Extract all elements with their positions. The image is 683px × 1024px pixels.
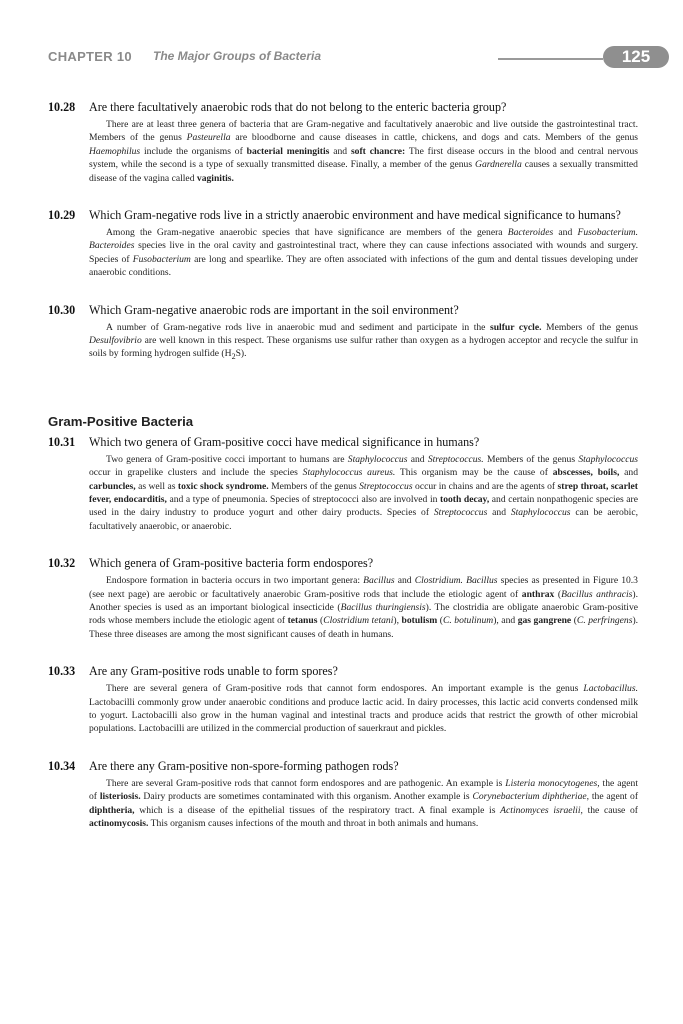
answer-text: and [407, 453, 428, 465]
italic-term: Streptococcus [359, 480, 413, 492]
answer-text: occur in chains and are the agents of [412, 480, 558, 492]
italic-term: Gardnerella [475, 159, 522, 171]
italic-term: Listeria monocytogenes, [505, 777, 600, 789]
italic-term: Bacteroides [507, 227, 554, 239]
italic-term: Clostridium tetani [323, 615, 394, 627]
italic-term: Staphylococcus [510, 507, 571, 519]
answer-text: ). The clostridia are obligate anaerobic Gram-positive rods whose members include the etiologic agent of [89, 602, 638, 627]
bold-term: listeriosis. [99, 791, 141, 803]
italic-term: Fusobacterium [132, 253, 191, 265]
bold-term: toxic shock syndrome. [177, 480, 269, 492]
answer-paragraph [89, 453, 638, 533]
question-number: 10.33 [48, 664, 76, 679]
question-line [48, 207, 638, 223]
bold-term: gas gangrene [517, 615, 572, 627]
italic-term: Bacillus anthracis [561, 588, 633, 600]
answer-text: ( [554, 588, 562, 600]
answer-text: as well as [135, 480, 178, 492]
italic-term: Corynebacterium diphtheriae, [472, 791, 590, 803]
answer-paragraph [89, 118, 638, 185]
question-text: Which Gram-negative rods live in a strictly anaerobic environment and have medical significance to humans? [89, 208, 621, 223]
answer-text: This organism causes infections of the mouth and throat in both animals and humans. [148, 818, 479, 830]
qa-item [48, 758, 638, 831]
italic-term: Bacillus [363, 575, 395, 587]
italic-term: Desulfovibrio [89, 335, 142, 347]
question-line [48, 555, 638, 571]
answer-text: are bloodborne and cause diseases in cattle, chickens, and dogs and cats. Members of the genus [230, 132, 638, 144]
question-line [48, 663, 638, 679]
italic-term: Clostridium. [414, 575, 463, 587]
answer [48, 226, 638, 280]
answer-text: are well known in this respect. These organisms use sulfur rather than oxygen as a hydrogen acceptor and recycle the sulfur in soils by forming hydrogen sulfide (H [89, 335, 638, 360]
answer-paragraph [89, 574, 638, 641]
answer-text: and [619, 467, 638, 479]
answer-text: which is a disease of the epithelial tissues of the respiratory tract. A final example is [134, 804, 501, 816]
question-text: Which genera of Gram-positive bacteria form endospores? [89, 556, 374, 571]
question-text: Are there any Gram-positive non-spore-forming pathogen rods? [89, 758, 399, 773]
answer-text: and [329, 145, 351, 157]
answer-text: Lactobacilli commonly grow under anaerobic conditions and produce lactic acid. In dairy processes, this lactic acid converts condensed milk to yogurt. Lactobacilli also grow in the human vaginal and intestinal tracts and produce acids that restrict the growth of other microbial populations. Lactobacilli are utilized in the commercial production of sauerkraut and pickles. [89, 696, 638, 735]
page-content [48, 99, 638, 831]
answer-text: can be aerobic, facultatively anaerobic, or anaerobic. [89, 507, 638, 532]
answer-paragraph [89, 777, 638, 831]
question-number: 10.30 [48, 302, 76, 317]
question-text: Which two genera of Gram-positive cocci have medical significance in humans? [89, 434, 480, 449]
answer-text: There are at least three genera of bacteria that are Gram-negative and facultatively anaerobic and live outside the gastrointestinal tract. Members of the genus [89, 119, 638, 144]
answer-text: species live in the oral cavity and gastrointestinal tract, where they can cause infections associated with wounds and surgery. Species of [89, 240, 638, 265]
question-text: Which Gram-negative anaerobic rods are important in the soil environment? [89, 302, 459, 317]
answer-text: occur in grapelike clusters and include the species [89, 467, 303, 479]
answer-text: Members of the genus [541, 321, 638, 333]
answer-text: A number of Gram-negative rods live in anaerobic mud and sediment and participate in the [106, 321, 490, 333]
answer-text: and [553, 227, 578, 239]
answer-text: Among the Gram-negative anaerobic species that have significance are members of the genera [106, 227, 508, 239]
chapter-label: CHAPTER 10 [48, 49, 132, 64]
italic-term: Streptococcus. [427, 453, 484, 465]
question-text: Are any Gram-positive rods unable to form spores? [89, 664, 338, 679]
italic-term: Staphylococcus [578, 453, 638, 465]
answer-text: Endospore formation in bacteria occurs in two important genera: [106, 575, 364, 587]
running-header [48, 46, 651, 70]
answer-paragraph [89, 682, 638, 736]
question-line [48, 99, 638, 115]
answer-text: Members of the genus [483, 453, 579, 465]
answer-text: This organism may be the cause of [395, 467, 553, 479]
answer [48, 574, 638, 641]
bold-term: actinomycosis. [89, 818, 149, 830]
answer-text: the cause of [582, 804, 638, 816]
question-line [48, 302, 638, 318]
answer-text: and a type of pneumonia. Species of streptococci also are involved in [166, 494, 440, 505]
answer-text: ), [393, 615, 402, 627]
answer-text: There are several Gram-positive rods that cannot form endospores and are pathogenic. An example is [106, 777, 506, 789]
italic-term: Bacteroides [89, 240, 135, 252]
italic-term: Actinomyces israelii, [500, 804, 583, 816]
answer-text: and [487, 507, 511, 519]
answer-text: causes a sexually transmitted disease of the vagina called [89, 159, 638, 184]
page-number-badge: 125 [603, 46, 669, 68]
italic-term: Streptococcus [433, 507, 488, 519]
bold-term: tooth decay, [440, 494, 490, 505]
answer-text: ( [317, 615, 324, 627]
answer-text: The first disease occurs in the blood and central nervous system, while the second is a type of sexually transmitted disease. Finally, a member of the genus [89, 145, 639, 171]
bold-term: vaginitis. [196, 172, 234, 184]
answer-text: Members of the genus [268, 480, 360, 492]
answer-text: the agent of [89, 777, 638, 803]
italic-term: C. botulinum [442, 615, 494, 627]
answer-text: the agent of [589, 791, 639, 803]
bold-term: carbuncles, [89, 480, 136, 492]
header-rule [498, 58, 603, 60]
question-number: 10.31 [48, 434, 76, 449]
answer-text: and certain nonpathogenic species are used in the dairy industry to produce yogurt and other dairy products. Species of [89, 494, 638, 519]
bold-term: diphtheria, [89, 804, 135, 816]
qa-item [48, 555, 638, 641]
answer-text: ). These three diseases are among the most significant causes of death in humans. [89, 615, 639, 640]
answer-text: ), and [493, 615, 518, 627]
answer [48, 118, 638, 185]
answer-text: Dairy products are sometimes contaminated with this organism. Another example is [140, 791, 473, 803]
answer [48, 777, 638, 831]
bold-term: anthrax [521, 588, 555, 600]
section-heading: Gram-Positive Bacteria [48, 413, 194, 429]
chapter-title: The Major Groups of Bacteria [153, 49, 322, 63]
question-number: 10.32 [48, 556, 76, 571]
subscript: 2 [231, 352, 236, 362]
answer-text: ( [437, 615, 443, 627]
answer-text: There are several genera of Gram-positive rods that cannot form endospores. An important example is the genus [106, 683, 584, 695]
answer [48, 682, 638, 736]
italic-term: Pasteurella [186, 132, 231, 144]
answer-text: are long and spearlike. They are often associated with infections of the gum and dental tissues developing under anaerobic conditions. [89, 253, 638, 279]
bold-term: bacterial meningitis [246, 145, 330, 157]
answer-text: include the organisms of [140, 145, 247, 157]
bold-term: strep throat, scarlet fever, endocarditis, [89, 480, 638, 505]
answer [48, 453, 638, 533]
bold-term: abscesses, boils, [552, 467, 620, 479]
italic-term: Staphylococcus aureus. [302, 467, 396, 479]
answer-paragraph [89, 321, 638, 364]
qa-item [48, 434, 638, 533]
qa-item [48, 99, 638, 185]
answer-text: ( [571, 615, 577, 627]
answer-text: ). Another species is used as an important biological insecticide ( [89, 588, 639, 614]
answer-text: Two genera of Gram-positive cocci important to humans are [106, 453, 348, 465]
italic-term: C. perfringens [576, 615, 633, 627]
italic-term: Fusobacterium. [577, 227, 638, 239]
bold-term: sulfur cycle. [489, 321, 542, 333]
answer-text: S). [235, 348, 247, 360]
italic-term: Bacillus [466, 575, 498, 587]
bold-term: soft chancre: [350, 145, 406, 157]
answer [48, 321, 638, 364]
question-number: 10.34 [48, 758, 76, 773]
italic-term: Lactobacillus. [583, 683, 638, 695]
italic-term: Haemophilus [89, 145, 141, 157]
bold-term: botulism [401, 615, 438, 627]
answer-text: species as presented in Figure 10.3 (see next page) are aerobic or facultatively anaerobic Gram-positive rods that include the etiologic agent of [89, 575, 638, 600]
bold-term: tetanus [287, 615, 318, 627]
answer-paragraph [89, 226, 638, 280]
italic-term: Bacillus thuringiensis [340, 602, 426, 614]
question-line [48, 434, 638, 450]
qa-item [48, 663, 638, 736]
italic-term: Staphylococcus [347, 453, 408, 465]
question-number: 10.29 [48, 208, 76, 223]
question-text: Are there facultatively anaerobic rods that do not belong to the enteric bacteria group? [89, 100, 507, 114]
qa-item [48, 207, 638, 280]
question-line [48, 758, 638, 774]
qa-item [48, 302, 638, 364]
question-number: 10.28 [48, 100, 76, 114]
answer-text: and [394, 575, 415, 587]
